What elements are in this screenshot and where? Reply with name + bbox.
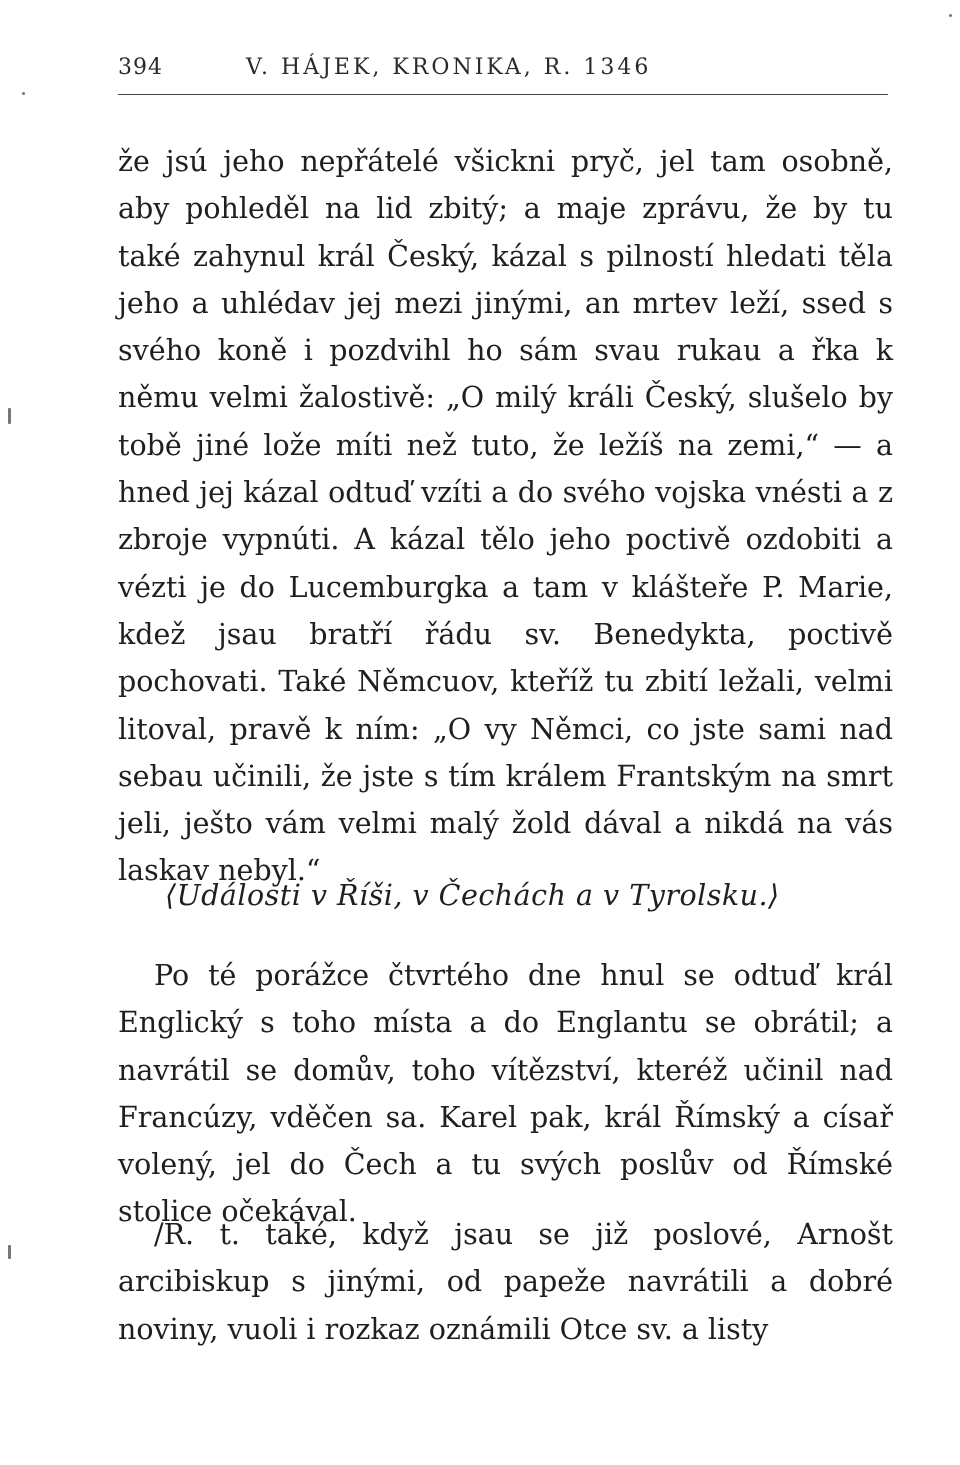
scan-speck (949, 14, 952, 17)
section-heading: ⟨Události v Říši, v Čechách a v Tyrolsku.⟩ (165, 879, 780, 912)
scan-speck (8, 408, 11, 424)
paragraph-1 (118, 138, 893, 895)
page-number: 394 (118, 55, 163, 80)
page-header (118, 55, 888, 91)
paragraph-2-text: Po té porážce čtvrtého dne hnul se odtuď král Englický s toho místa a do Englantu se obrátil; a navrátil se domův, toho vítězství, kteréž učinil nad Francúzy, vděčen sa. Karel pak, král Římský a císař volený, jel do Čech a tu svých poslův od Římské stolice očekával. (118, 959, 893, 1229)
header-rule (118, 94, 888, 95)
scan-speck (8, 1245, 11, 1259)
paragraph-3 (118, 1211, 893, 1353)
paragraph-1-text: že jsú jeho nepřátelé všickni pryč, jel tam osobně, aby pohleděl na lid zbitý; a maje zprávu, že by tu také zahynul král Český, kázal s pilností hledati těla jeho a uhlédav jej mezi jinými, an mrtev leží, ssed s svého koně i pozdvihl ho sám svau rukau a řka k němu velmi žalostivě: „O milý králi Český, slušelo by tobě jiné lože míti než tuto, že ležíš na zemi,“ — a hned jej kázal odtuď vzíti a do svého vojska vnésti a z zbroje vypnúti. A kázal tělo jeho poctivě ozdobiti a vézti je do Lucemburgka a tam v klášteře P. Marie, kdež jsau bratří řádu sv. Benedykta, poctivě pochovati. Také Němcuov, kteříž tu zbití ležali, velmi litoval, pravě k ním: „O vy Němci, co jste sami nad sebau učinili, že jste s tím králem Frantským na smrt jeli, ješto vám velmi malý žold dával a nikdá na vás laskav nebyl.“ (118, 145, 893, 888)
running-head: V. HÁJEK, KRONIKA, R. 1346 (246, 55, 652, 80)
scan-speck (22, 92, 25, 95)
paragraph-3-text: /R. t. také, když jsau se již poslové, Arnošt arcibiskup s jinými, od papeže navrátili a dobré noviny, vuoli i rozkaz oznámili Otce sv. a listy (118, 1218, 893, 1346)
paragraph-2 (118, 952, 893, 1236)
